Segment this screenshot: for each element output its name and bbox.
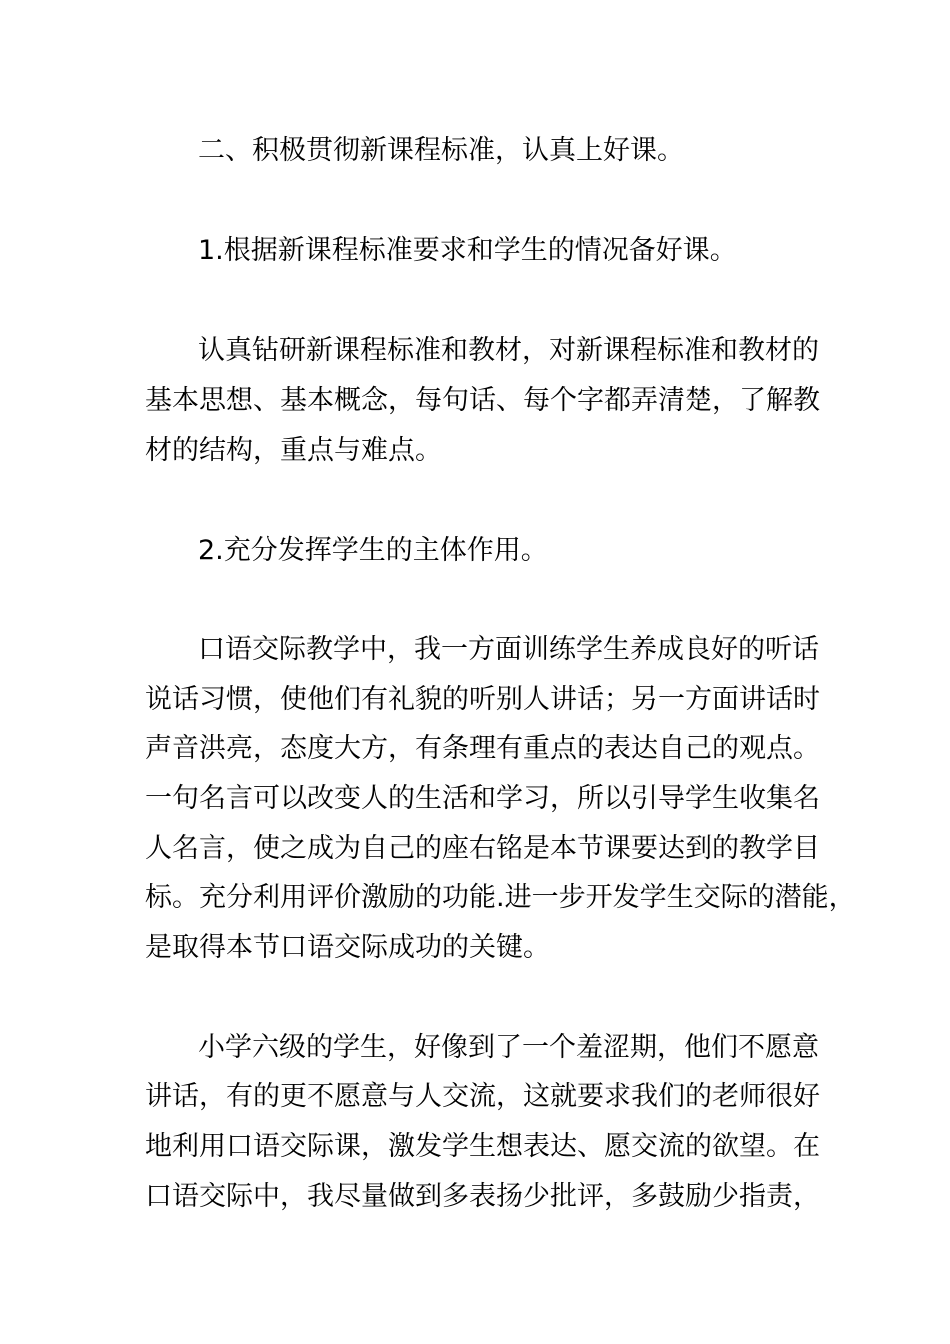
item-2-paragraph-line: 声音洪亮，态度大方，有条理有重点的表达自己的观点。 (145, 733, 820, 764)
item-2-paragraph-line: 是取得本节口语交际成功的关键。 (145, 932, 550, 963)
item-2-paragraph-line: 口语交际教学中，我一方面训练学生养成良好的听话 (198, 634, 819, 665)
item-2-paragraph-line: 一句名言可以改变人的生活和学习，所以引导学生收集名 (145, 783, 820, 814)
section-heading: 二、积极贯彻新课程标准，认真上好课。 (198, 135, 684, 166)
item-1-paragraph-line: 认真钻研新课程标准和教材，对新课程标准和教材的 (198, 335, 819, 366)
item-2-paragraph-line: 人名言，使之成为自己的座右铭是本节课要达到的教学目 (145, 833, 820, 864)
paragraph-3-line: 口语交际中，我尽量做到多表扬少批评，多鼓励少指责， (145, 1181, 820, 1212)
item-2-paragraph-line: 标。充分利用评价激励的功能.进一步开发学生交际的潜能， (145, 882, 856, 913)
paragraph-3-line: 小学六级的学生，好像到了一个羞涩期，他们不愿意 (198, 1032, 819, 1063)
item-1-paragraph-line: 基本思想、基本概念，每句话、每个字都弄清楚，了解教 (145, 385, 820, 416)
item-1-paragraph-line: 材的结构，重点与难点。 (145, 435, 442, 466)
item-2-paragraph-line: 说话习惯，使他们有礼貌的听别人讲话；另一方面讲话时 (145, 684, 820, 715)
item-1-title: 1.根据新课程标准要求和学生的情况备好课。 (198, 235, 737, 266)
paragraph-3-line: 地利用口语交际课，激发学生想表达、愿交流的欲望。在 (145, 1131, 820, 1162)
item-2-title: 2.充分发挥学生的主体作用。 (198, 535, 548, 566)
paragraph-3-line: 讲话，有的更不愿意与人交流，这就要求我们的老师很好 (145, 1081, 820, 1112)
